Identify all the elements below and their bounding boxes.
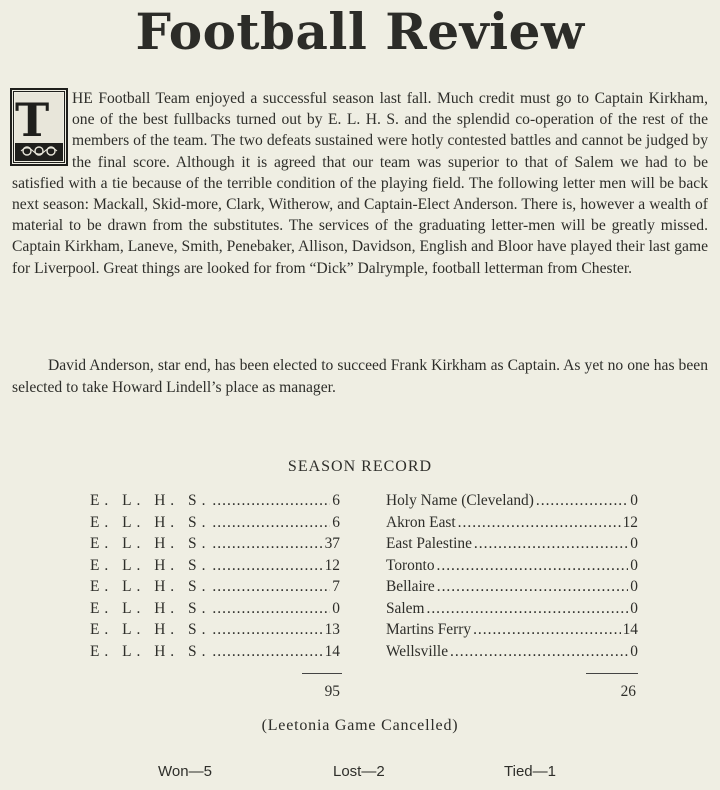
drop-cap-letter: T <box>15 93 63 143</box>
table-row <box>386 514 638 536</box>
table-row <box>386 535 638 557</box>
opponent-name: Bellaire <box>386 578 435 595</box>
opponent-score: 0 <box>630 599 638 617</box>
tied-count: Tied—1 <box>504 763 556 780</box>
floral-ornament-icon <box>19 144 59 158</box>
opponent-scores-column <box>386 492 638 664</box>
home-score: 13 <box>324 621 340 638</box>
dot-leader <box>474 535 628 553</box>
home-score: 6 <box>332 513 340 531</box>
home-score: 37 <box>324 535 340 552</box>
table-row <box>386 578 638 600</box>
dot-leader <box>212 514 330 532</box>
won-count: Won—5 <box>158 763 212 780</box>
lost-count: Lost—2 <box>333 763 385 780</box>
opponent-name: Toronto <box>386 556 435 574</box>
opponent-score: 0 <box>630 642 638 660</box>
dot-leader <box>212 557 322 575</box>
opponent-score: 0 <box>630 535 638 552</box>
table-row <box>90 621 340 643</box>
home-team: E. L. H. S. <box>90 535 211 552</box>
dot-leader <box>212 621 322 639</box>
cancelled-note: (Leetonia Game Cancelled) <box>261 717 459 734</box>
home-team: E. L. H. S. <box>90 599 211 617</box>
home-team: E. L. H. S. <box>90 642 211 660</box>
home-team: E. L. H. S. <box>90 621 211 638</box>
opponent-score: 0 <box>630 578 638 595</box>
captain-paragraph: David Anderson, star end, has been elected to succeed Frank Kirkham as Captain. As yet no one has been selected to take Howard Lindell’s place as manager. <box>12 357 708 396</box>
intro-paragraph <box>12 88 708 279</box>
page-title: Football Review <box>135 2 585 61</box>
opponent-score: 0 <box>630 556 638 574</box>
dot-leader <box>212 492 330 510</box>
opponent-name: Martins Ferry <box>386 621 472 638</box>
opponent-name: East Palestine <box>386 535 472 552</box>
dot-leader <box>212 578 330 596</box>
home-total: 95 <box>324 683 340 700</box>
home-score: 0 <box>332 599 340 617</box>
opponent-name: Holy Name (Cleveland) <box>386 492 534 509</box>
total-rule-right <box>586 673 638 674</box>
intro-text: HE Football Team enjoyed a successful season last fall. Much credit must go to Captain Kirkham, one of the best fullbacks turned out by E. L. H. S. and the splendid co-operation of the rest of the members of the team. The two defeats sustained were hotly contested battles and cannot be judged by the final score. Although it is agreed that our team was superior to that of Salem we had to be satisfied with a tie because of the terrible condition of the playing field. The following letter men will be back next season: Mackall, Skid-more, Clark, Witherow, and Captain-Elect Anderson. There is, however a wealth of material to be drawn from the substitutes. The services of the graduating letter-men will be greatly missed. Captain Kirkham, Laneve, Smith, Penebaker, Allison, Davidson, English and Bloor have played their last game for Liverpool. Great things are looked for from “Dick” Dalrymple, football letterman from Chester. <box>12 90 708 277</box>
opponent-name: Salem <box>386 599 425 617</box>
opponent-score: 0 <box>630 492 638 509</box>
table-row <box>90 578 340 600</box>
dot-leader <box>458 514 621 532</box>
dot-leader <box>212 643 322 661</box>
dot-leader <box>426 600 628 618</box>
dot-leader <box>212 535 322 553</box>
opponent-score: 14 <box>622 621 638 638</box>
home-score: 12 <box>324 556 340 574</box>
total-rule-left <box>302 673 342 674</box>
table-row <box>90 514 340 536</box>
home-score: 6 <box>332 492 340 509</box>
dot-leader <box>437 578 629 596</box>
season-record-heading: SEASON RECORD <box>287 458 433 475</box>
home-team: E. L. H. S. <box>90 492 211 509</box>
dot-leader <box>437 557 629 575</box>
home-team: E. L. H. S. <box>90 513 211 531</box>
table-row <box>386 492 638 514</box>
dot-leader <box>450 643 628 661</box>
opponent-total: 26 <box>620 683 636 700</box>
opponent-name: Akron East <box>386 513 456 531</box>
home-team: E. L. H. S. <box>90 578 211 595</box>
opponent-score: 12 <box>622 513 638 531</box>
drop-cap <box>12 90 66 164</box>
home-scores-column <box>90 492 340 664</box>
home-score: 14 <box>324 642 340 660</box>
home-team: E. L. H. S. <box>90 556 211 574</box>
table-row <box>90 643 340 665</box>
table-row <box>386 621 638 643</box>
table-row <box>386 557 638 579</box>
table-row <box>386 643 638 665</box>
table-row <box>90 535 340 557</box>
opponent-name: Wellsville <box>386 642 449 660</box>
table-row <box>90 600 340 622</box>
home-score: 7 <box>332 578 340 595</box>
dot-leader <box>473 621 621 639</box>
dot-leader <box>212 600 330 618</box>
table-row <box>90 557 340 579</box>
dot-leader <box>536 492 628 510</box>
table-row <box>90 492 340 514</box>
table-row <box>386 600 638 622</box>
